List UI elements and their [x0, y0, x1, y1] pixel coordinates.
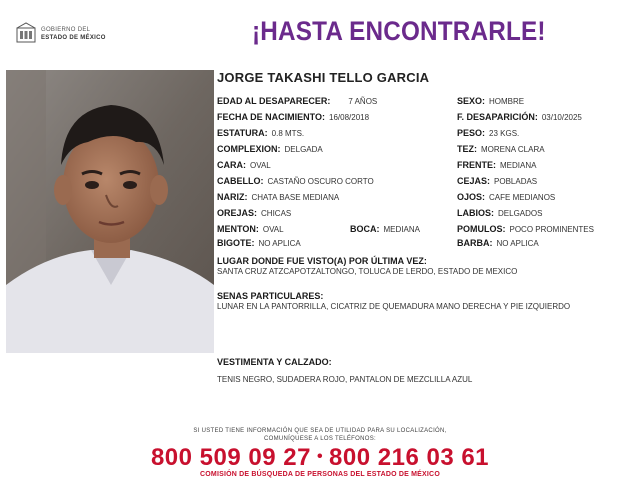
- logo-line-1: GOBIERNO DEL: [41, 27, 91, 33]
- field-nariz: [217, 192, 339, 203]
- field-cara: [217, 160, 271, 171]
- field-pomulos-value: POCO PROMINENTES: [509, 225, 594, 234]
- field-cabello-value: CASTAÑO OSCURO CORTO: [267, 177, 374, 186]
- field-cejas-label: CEJAS:: [457, 176, 491, 186]
- field-edad-value: 7 AÑOS: [348, 97, 378, 106]
- field-labios: [457, 208, 542, 219]
- field-complexion-label: COMPLEXION:: [217, 144, 281, 154]
- field-menton-label: MENTON:: [217, 224, 259, 234]
- field-cejas-value: POBLADAS: [494, 177, 538, 186]
- field-labios-value: DELGADOS: [498, 209, 543, 218]
- field-frente: [457, 160, 536, 171]
- headline: ¡HASTA ENCONTRARLE!: [252, 16, 546, 46]
- field-menton-value: OVAL: [262, 225, 284, 234]
- field-edad-label: EDAD AL DESAPARECER:: [217, 96, 331, 106]
- field-frente-value: MEDIANA: [500, 161, 537, 170]
- field-complexion-value: DELGADA: [284, 145, 323, 154]
- field-f-desaparicion-value: 03/10/2025: [541, 113, 582, 122]
- field-nariz-value: CHATA BASE MEDIANA: [251, 193, 340, 202]
- field-estatura: [217, 128, 304, 139]
- field-orejas-label: OREJAS:: [217, 208, 258, 218]
- particular-marks-title: SENAS PARTICULARES:: [217, 291, 324, 301]
- field-tez-value: MORENA CLARA: [481, 145, 545, 154]
- field-f-desaparicion: [457, 112, 582, 123]
- field-cabello: [217, 176, 374, 187]
- field-ojos: [457, 192, 555, 203]
- field-barba-value: NO APLICA: [496, 239, 539, 248]
- field-orejas-value: CHICAS: [261, 209, 292, 218]
- field-f-desaparicion-label: F. DESAPARICIÓN:: [457, 112, 538, 122]
- person-name: JORGE TAKASHI TELLO GARCIA: [217, 70, 430, 85]
- field-cara-value: OVAL: [250, 161, 271, 170]
- last-seen-title: LUGAR DONDE FUE VISTO(A) POR ÚLTIMA VEZ:: [217, 256, 427, 266]
- field-peso-label: PESO:: [457, 128, 486, 138]
- field-pomulos-label: POMULOS:: [457, 224, 506, 234]
- field-barba-label: BARBA:: [457, 238, 493, 248]
- field-ojos-value: CAFE MEDIANOS: [489, 193, 556, 202]
- field-boca: [350, 224, 420, 235]
- field-cabello-label: CABELLO:: [217, 176, 264, 186]
- field-complexion: [217, 144, 323, 155]
- field-ojos-label: OJOS:: [457, 192, 486, 202]
- field-estatura-label: ESTATURA:: [217, 128, 268, 138]
- person-photo: [6, 70, 214, 353]
- particular-marks-text: LUNAR EN LA PANTORRILLA, CICATRIZ DE QUEMADURA MANO DERECHA Y PIE IZQUIERDO: [217, 302, 571, 311]
- field-peso-value: 23 KGS.: [489, 129, 520, 138]
- logo-line-2: ESTADO DE MÉXICO: [41, 35, 106, 41]
- contact-note-line-1: SI USTED TIENE INFORMACIÓN QUE SEA DE UTILIDAD PARA SU LOCALIZACIÓN,: [193, 428, 447, 434]
- field-cara-label: CARA:: [217, 160, 246, 170]
- last-seen-text: SANTA CRUZ ATZCAPOTZALTONGO, TOLUCA DE LERDO, ESTADO DE MEXICO: [217, 267, 518, 276]
- field-peso: [457, 128, 519, 139]
- state-seal-icon: [14, 22, 38, 44]
- field-nariz-label: NARIZ:: [217, 192, 248, 202]
- field-bigote: [217, 238, 301, 249]
- field-estatura-value: 0.8 MTS.: [271, 129, 305, 138]
- clothing-text: TENIS NEGRO, SUDADERA ROJO, PANTALON DE MEZCLILLA AZUL: [217, 375, 473, 384]
- field-bigote-value: NO APLICA: [258, 239, 301, 248]
- field-orejas: [217, 208, 291, 219]
- field-edad: [217, 96, 377, 107]
- field-menton: [217, 224, 284, 235]
- phone-numbers: [0, 444, 640, 472]
- field-sexo-value: HOMBRE: [489, 97, 525, 106]
- phone-number-2[interactable]: 800 216 03 61: [329, 444, 490, 471]
- field-bigote-label: BIGOTE:: [217, 238, 255, 248]
- field-fecha-nacimiento-value: 16/08/2018: [329, 113, 370, 122]
- field-cejas: [457, 176, 537, 187]
- phone-number-1[interactable]: 800 509 09 27: [150, 444, 311, 471]
- clothing-title: VESTIMENTA Y CALZADO:: [217, 357, 332, 367]
- field-fecha-nacimiento-label: FECHA DE NACIMIENTO:: [217, 112, 325, 122]
- field-sexo: [457, 96, 524, 107]
- field-boca-value: MEDIANA: [383, 225, 420, 234]
- field-frente-label: FRENTE:: [457, 160, 496, 170]
- field-labios-label: LABIOS:: [457, 208, 494, 218]
- commission-name: COMISIÓN DE BÚSQUEDA DE PERSONAS DEL ESTADO DE MÉXICO: [200, 471, 440, 478]
- phone-separator: •: [316, 448, 324, 465]
- contact-note-line-2: COMUNÍQUESE A LOS TELÉFONOS:: [264, 436, 376, 442]
- field-fecha-nacimiento: [217, 112, 369, 123]
- field-barba: [457, 238, 539, 249]
- field-boca-label: BOCA:: [350, 224, 380, 234]
- field-sexo-label: SEXO:: [457, 96, 486, 106]
- field-tez: [457, 144, 545, 155]
- field-pomulos: [457, 224, 594, 235]
- field-tez-label: TEZ:: [457, 144, 477, 154]
- government-logo: [14, 20, 134, 48]
